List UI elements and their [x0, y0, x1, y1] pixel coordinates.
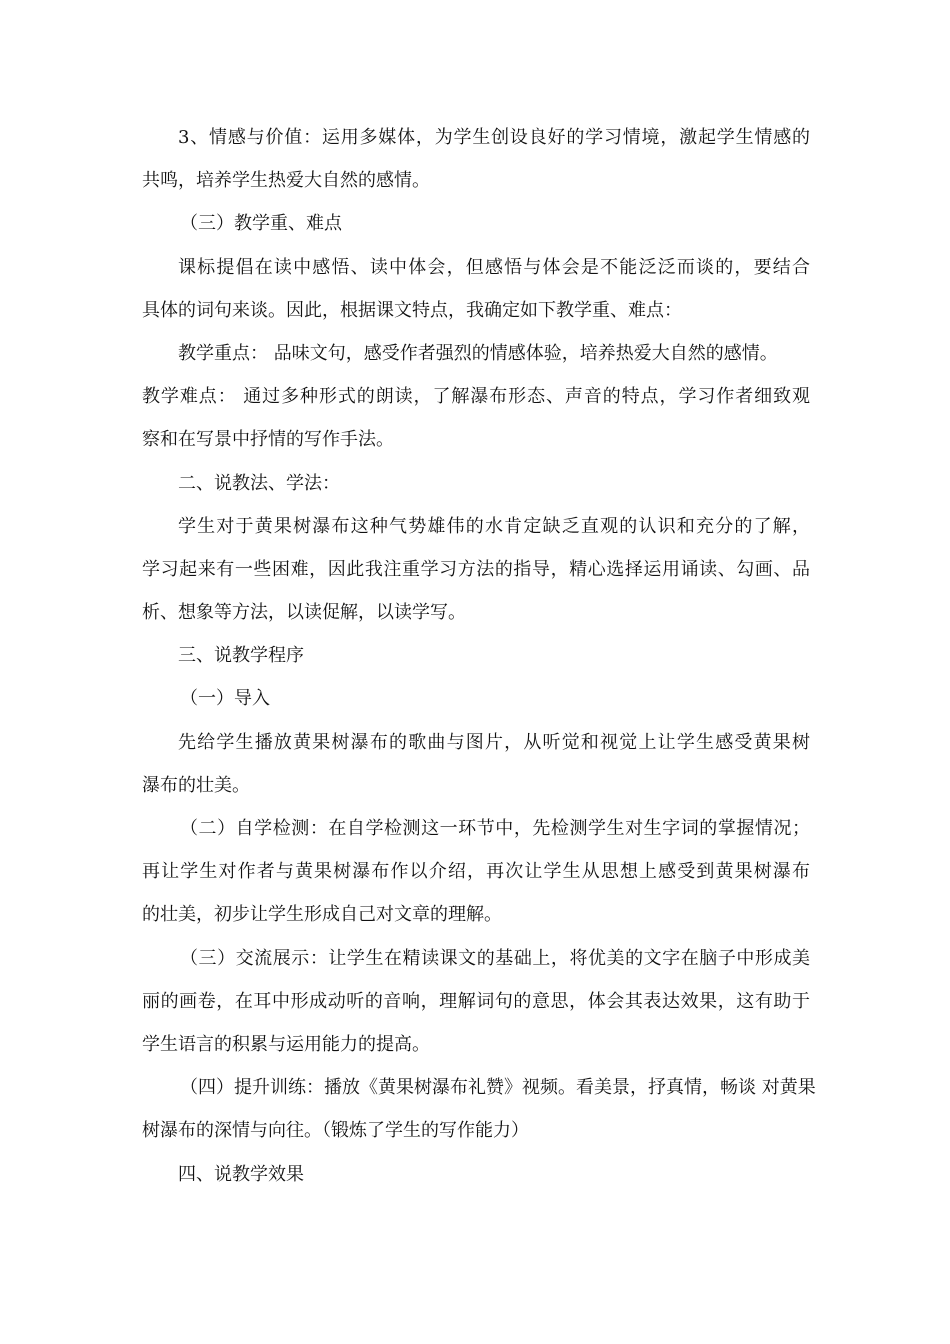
section-heading-key-difficult-points: （三）教学重、难点: [180, 213, 342, 235]
paragraph-self-study-check: （二）自学检测：在自学检测这一环节中，先检测学生对生字词的掌握情况；: [180, 818, 810, 839]
paragraph-line: 课标提倡在读中感悟、读中体会，但感悟与体会是不能泛泛而谈的，要结合: [178, 256, 810, 278]
document-body: [142, 116, 816, 1196]
paragraph-line: 察和在写景中抒情的写作手法。: [142, 429, 394, 451]
paragraph-line: 瀑布的壮美。: [142, 774, 250, 796]
paragraph-line: 的壮美，初步让学生形成自己对文章的理解。: [142, 904, 502, 926]
paragraph-line: 再让学生对作者与黄果树瀑布作以介绍，再次让学生从思想上感受到黄果树瀑布: [142, 861, 810, 883]
paragraph-line: 析、想象等方法，以读促解，以读学写。: [142, 602, 466, 624]
paragraph-line: 学生语言的积累与运用能力的提高。: [142, 1033, 430, 1055]
section-heading-teaching-methods: 二、说教法、学法：: [178, 472, 340, 494]
paragraph-exchange-display: （三）交流展示：让学生在精读课文的基础上，将优美的文字在脑子中形成美: [180, 947, 810, 969]
section-heading-teaching-effect: 四、说教学效果: [178, 1163, 304, 1185]
paragraph-improvement-training: （四）提升训练：播放《黄果树瀑布礼赞》视频。看美景，抒真情，畅谈 对黄果: [180, 1077, 816, 1099]
paragraph-line: 学习起来有一些困难，因此我注重学习方法的指导，精心选择运用诵读、勾画、品: [142, 558, 810, 580]
teaching-difficult-point: 教学难点： 通过多种形式的朗读，了解瀑布形态、声音的特点，学习作者细致观: [142, 386, 810, 408]
paragraph-line: 丽的画卷，在耳中形成动听的音响，理解词句的意思，体会其表达效果，这有助于: [142, 990, 810, 1012]
subheading-introduction: （一）导入: [180, 688, 270, 710]
paragraph-line: 学生对于黄果树瀑布这种气势雄伟的水肯定缺乏直观的认识和充分的了解，: [178, 515, 810, 537]
paragraph-line: 树瀑布的深情与向往。（锻炼了学生的写作能力）: [142, 1120, 529, 1142]
paragraph-line: 先给学生播放黄果树瀑布的歌曲与图片，从听觉和视觉上让学生感受黄果树: [178, 731, 810, 753]
paragraph-line-emotion-values: 3、情感与价值：运用多媒体，为学生创设良好的学习情境，激起学生情感的: [178, 127, 810, 148]
teaching-key-point: 教学重点： 品味文句，感受作者强烈的情感体验，培养热爱大自然的感情。: [178, 342, 778, 364]
section-heading-teaching-procedure: 三、说教学程序: [178, 645, 304, 667]
paragraph-line: 具体的词句来谈。因此，根据课文特点，我确定如下教学重、难点：: [142, 299, 682, 321]
paragraph-line: 共鸣，培养学生热爱大自然的感情。: [142, 170, 430, 192]
